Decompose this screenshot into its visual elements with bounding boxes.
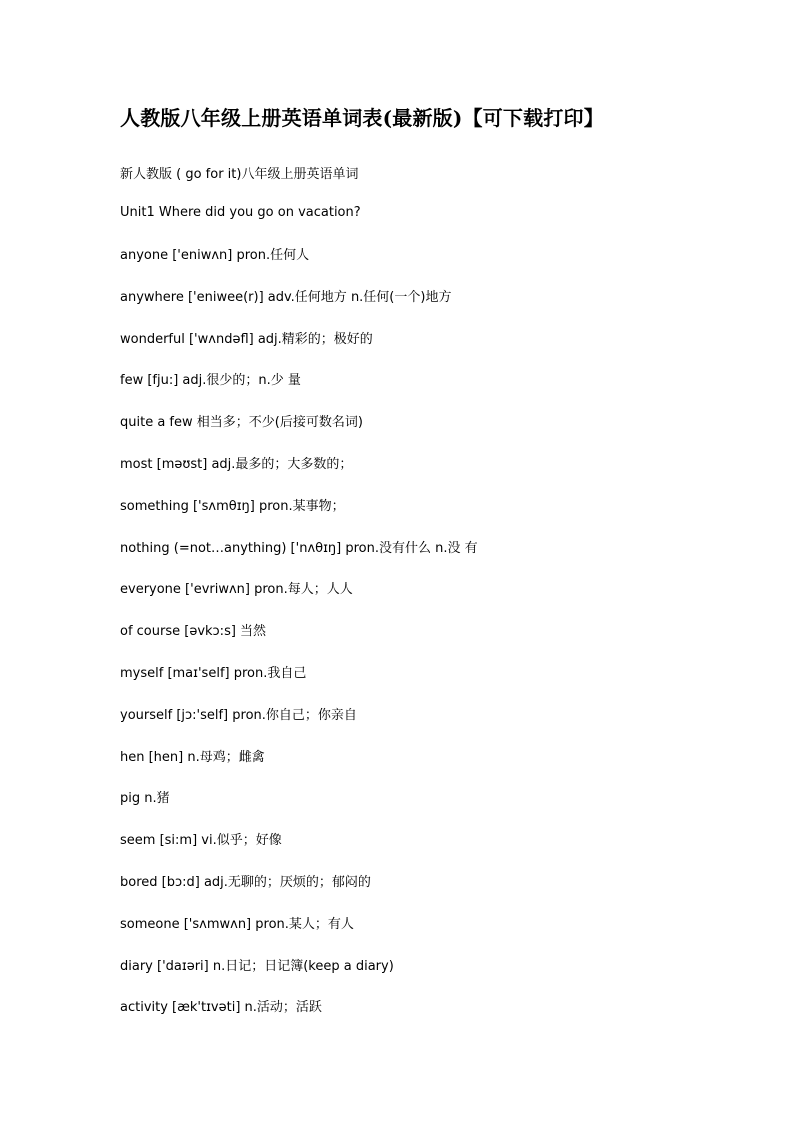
vocabulary-entry: quite a few 相当多；不少(后接可数名词): [120, 415, 363, 431]
document-subtitle: 新人教版 ( go for it)八年级上册英语单词: [120, 167, 359, 182]
vocabulary-entry: few [fju:] adj.很少的；n.少 量: [120, 373, 301, 389]
vocabulary-list: [120, 247, 478, 1041]
vocabulary-entry: hen [hen] n.母鸡；雌禽: [120, 749, 265, 765]
vocabulary-entry: seem [si:m] vi.似乎；好像: [120, 833, 282, 849]
vocabulary-entry: everyone ['evriwʌn] pron.每人；人人: [120, 582, 353, 598]
vocabulary-entry: activity [æk'tɪvəti] n.活动；活跃: [120, 1000, 322, 1016]
vocabulary-entry: anywhere ['eniwee(r)] adv.任何地方 n.任何(一个)地方: [120, 289, 452, 305]
unit-heading: Unit1 Where did you go on vacation?: [120, 205, 361, 220]
vocabulary-entry: yourself [jɔ:'self] pron.你自己；你亲自: [120, 707, 357, 723]
vocabulary-entry: bored [bɔ:d] adj.无聊的；厌烦的；郁闷的: [120, 874, 371, 890]
vocabulary-entry: myself [maɪ'self] pron.我自己: [120, 665, 307, 681]
vocabulary-entry: someone ['sʌmwʌn] pron.某人；有人: [120, 916, 354, 932]
vocabulary-entry: diary ['daɪəri] n.日记；日记簿(keep a diary): [120, 958, 394, 974]
vocabulary-entry: of course [əvkɔ:s] 当然: [120, 624, 267, 640]
vocabulary-entry: most [məʊst] adj.最多的；大多数的；: [120, 456, 353, 472]
vocabulary-entry: nothing (=not…anything) ['nʌθɪŋ] pron.没有什么 n.没 有: [120, 540, 478, 556]
vocabulary-entry: pig n.猪: [120, 791, 170, 807]
vocabulary-entry: something ['sʌmθɪŋ] pron.某事物；: [120, 498, 345, 514]
document-title: 人教版八年级上册英语单词表(最新版)【可下载打印】: [120, 106, 604, 130]
vocabulary-entry: anyone ['eniwʌn] pron.任何人: [120, 248, 310, 263]
vocabulary-entry: wonderful ['wʌndəfl] adj.精彩的；极好的: [120, 331, 373, 347]
